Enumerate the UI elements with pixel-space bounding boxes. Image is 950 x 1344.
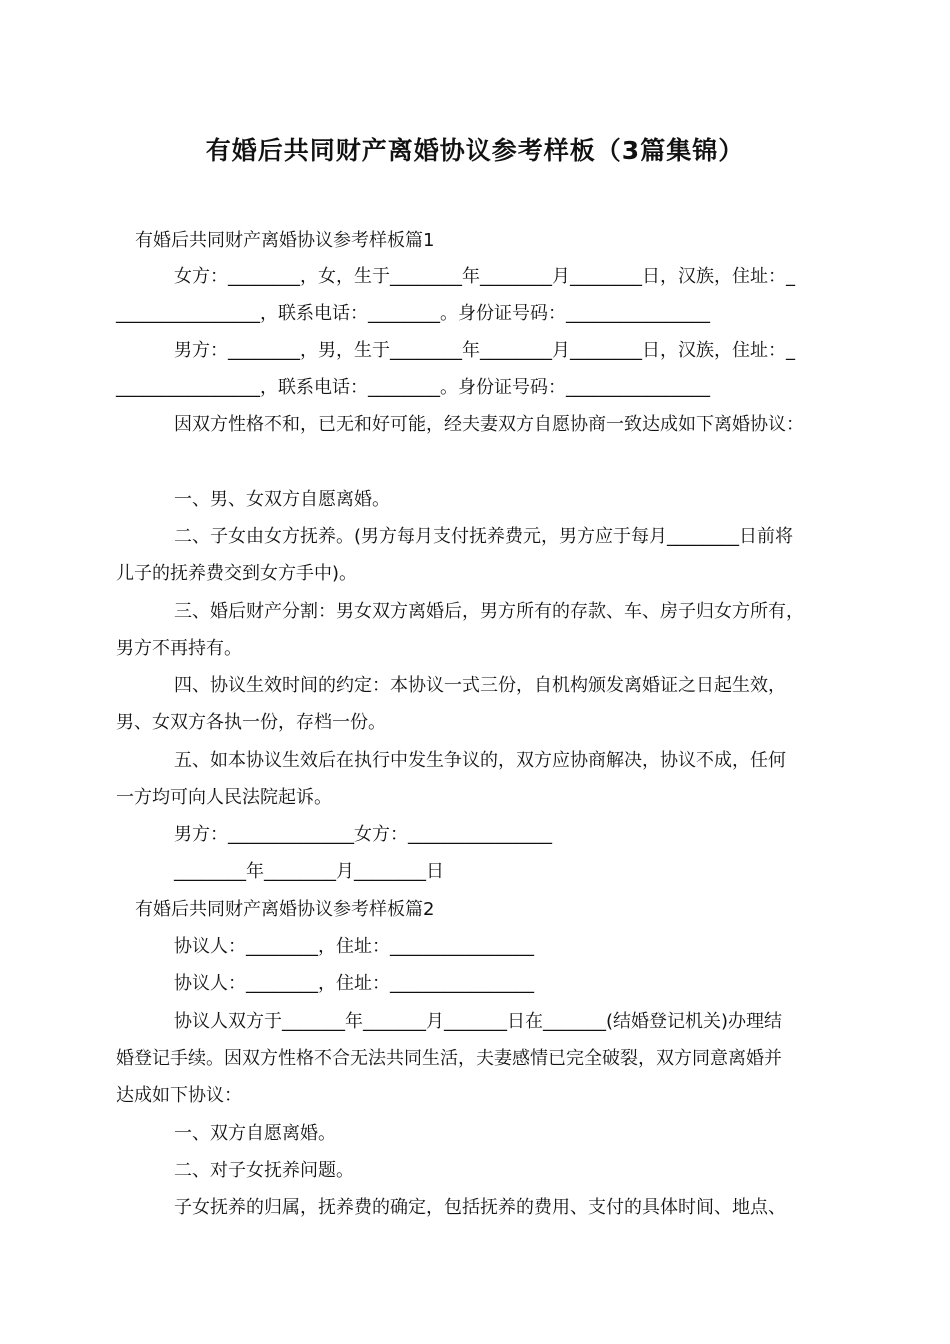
clause-3-line-2: 男方不再持有。: [116, 638, 242, 659]
signature-line: 男方：______________女方：________________: [174, 824, 552, 845]
section-2-clause-2-detail: 子女抚养的归属，抚养费的确定，包括抚养的费用、支付的具体时间、地点、: [174, 1197, 786, 1218]
clause-2-line-2: 儿子的抚养费交到女方手中)。: [116, 563, 358, 584]
party-1-line: 协议人：________，住址：________________: [174, 936, 534, 957]
male-party-line-1: 男方：________，男，生于________年________月________日，汉族，住址：_: [174, 340, 795, 361]
section-2-clause-2: 二、对子女抚养问题。: [174, 1160, 354, 1181]
clause-1: 一、男、女双方自愿离婚。: [174, 489, 390, 510]
agreement-paragraph-line-2: 婚登记手续。因双方性格不合无法共同生活，夫妻感情已完全破裂，双方同意离婚并: [116, 1048, 782, 1069]
male-party-line-2: ________________，联系电话：________。身份证号码：________________: [116, 377, 710, 398]
clause-5-line-2: 一方均可向人民法院起诉。: [116, 787, 332, 808]
document-title: 有婚后共同财产离婚协议参考样板（3篇集锦）: [205, 136, 745, 165]
clause-3-line-1: 三、婚后财产分割：男女双方离婚后，男方所有的存款、车、房子归女方所有，: [174, 601, 804, 622]
party-2-line: 协议人：________，住址：________________: [174, 973, 534, 994]
clause-4-line-2: 男、女双方各执一份，存档一份。: [116, 712, 386, 733]
clause-4-line-1: 四、协议生效时间的约定：本协议一式三份，自机构颁发离婚证之日起生效，: [174, 675, 786, 696]
section-2-heading: 有婚后共同财产离婚协议参考样板篇2: [135, 899, 435, 920]
section-1-heading: 有婚后共同财产离婚协议参考样板篇1: [135, 230, 435, 251]
date-line: ________年________月________日: [174, 861, 444, 882]
agreement-paragraph-line-3: 达成如下协议：: [116, 1085, 242, 1106]
female-party-line-1: 女方：________，女，生于________年________月________日，汉族，住址：_: [174, 266, 795, 287]
clause-2-line-1: 二、子女由女方抚养。(男方每月支付抚养费元，男方应于每月________日前将: [174, 526, 794, 547]
clause-5-line-1: 五、如本协议生效后在执行中发生争议的，双方应协商解决，协议不成，任何: [174, 750, 786, 771]
female-party-line-2: ________________，联系电话：________。身份证号码：________________: [116, 303, 710, 324]
intro-paragraph: 因双方性格不和，已无和好可能，经夫妻双方自愿协商一致达成如下离婚协议：: [174, 414, 804, 435]
agreement-paragraph-line-1: 协议人双方于_______年_______月_______日在_______(结婚登记机关)办理结: [174, 1011, 783, 1032]
section-2-clause-1: 一、双方自愿离婚。: [174, 1123, 336, 1144]
